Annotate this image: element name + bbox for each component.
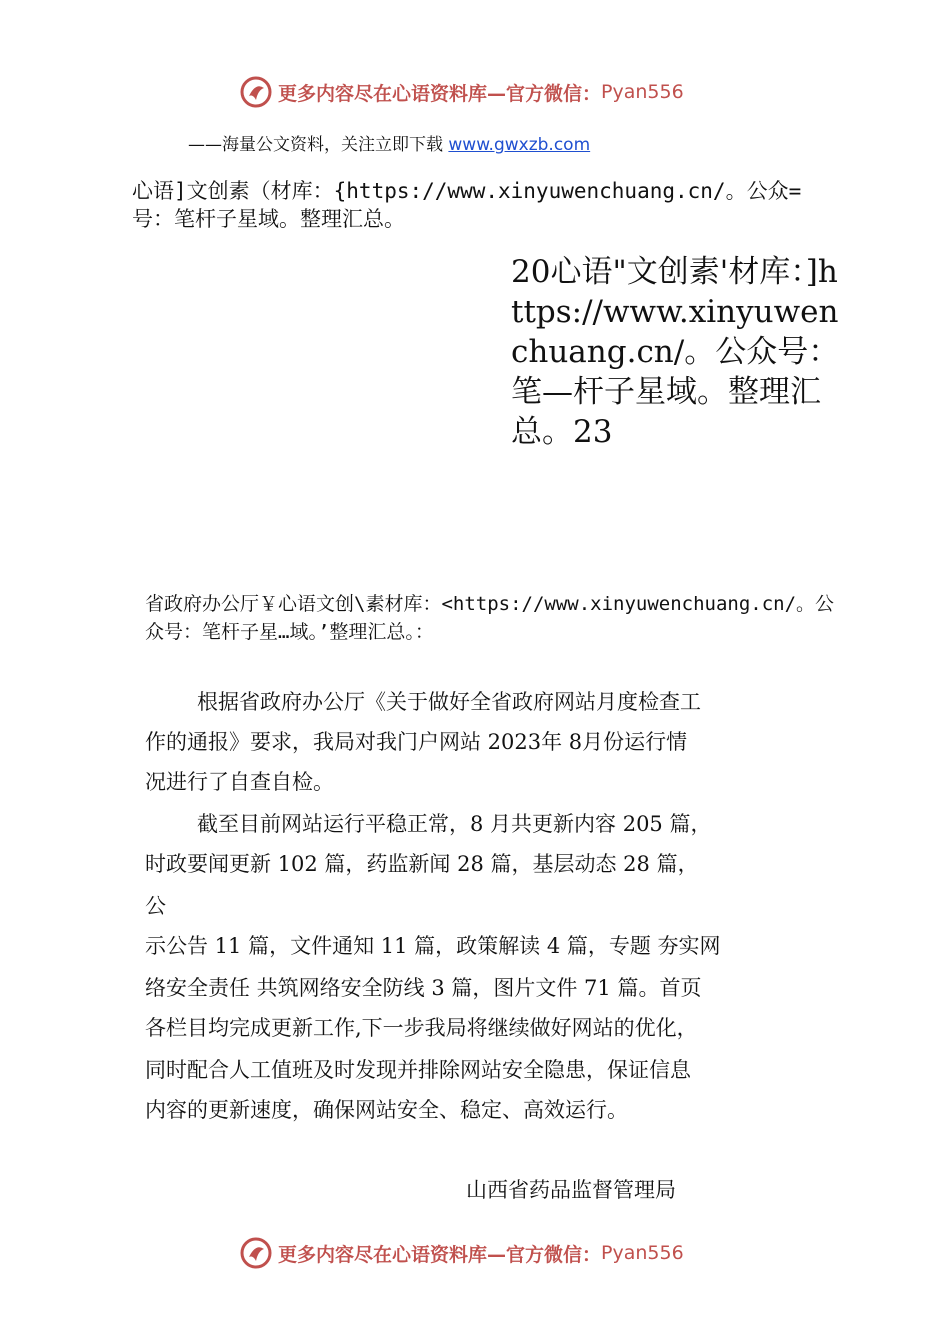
- body-line: 络安全责任 共筑网络安全防线 3 篇，图片文件 71 篇。首页: [145, 976, 702, 1000]
- banner-wechat-id: Pyan556: [601, 81, 684, 103]
- body-line: 作的通报》要求，我局对我门户网站 2023年 8月份运行情: [145, 730, 688, 754]
- body-line: 时政要闻更新 102 篇，药监新闻 28 篇，基层动态 28 篇，: [145, 852, 699, 876]
- body-line: 同时配合人工值班及时发现并排除网站安全隐患，保证信息: [145, 1058, 691, 1082]
- watermark-text-top: 心语]文创素（材库：{https://www.xinyuwenchuang.cn/。公众=号：笔杆子星域。整理汇总。: [132, 179, 802, 231]
- download-link[interactable]: www.gwxzb.com: [448, 135, 591, 155]
- bottom-banner: [240, 1233, 740, 1273]
- logo-icon: [240, 76, 272, 108]
- body-line: 截至目前网站运行平稳正常，8 月共更新内容 205 篇，: [197, 812, 712, 836]
- section-heading: 省政府办公厅￥心语文创\素材库：<https://www.xinyuwenchuang.cn/。公众号：笔杆子星…域。’整理汇总。：: [145, 593, 835, 643]
- banner-text: 更多内容尽在心语资料库—官方微信：: [278, 82, 602, 105]
- body-line: 公: [145, 894, 166, 918]
- top-banner: [240, 72, 740, 112]
- logo-icon: [240, 1237, 272, 1269]
- banner-text: 更多内容尽在心语资料库—官方微信：: [278, 1243, 602, 1266]
- body-line: 各栏目均完成更新工作,下一步我局将继续做好网站的优化，: [145, 1016, 698, 1040]
- body-line: 根据省政府办公厅《关于做好全省政府网站月度检查工: [197, 690, 701, 714]
- body-line: 示公告 11 篇，文件通知 11 篇，政策解读 4 篇，专题 夯实网: [145, 934, 721, 958]
- watermark-text-large: 20心语"文创素'材库：]https://www.xinyuwenchuang.cn/。公众号：笔—杆子星域。整理汇总。23: [511, 254, 840, 450]
- body-line: 内容的更新速度，确保网站安全、稳定、高效运行。: [145, 1098, 628, 1122]
- download-notice-text: ——海量公文资料，关注立即下载: [188, 135, 443, 155]
- signature: 山西省药品监督管理局: [466, 1178, 676, 1202]
- download-notice: [188, 130, 590, 155]
- body-line: 况进行了自查自检。: [145, 770, 334, 794]
- banner-wechat-id: Pyan556: [601, 1242, 684, 1264]
